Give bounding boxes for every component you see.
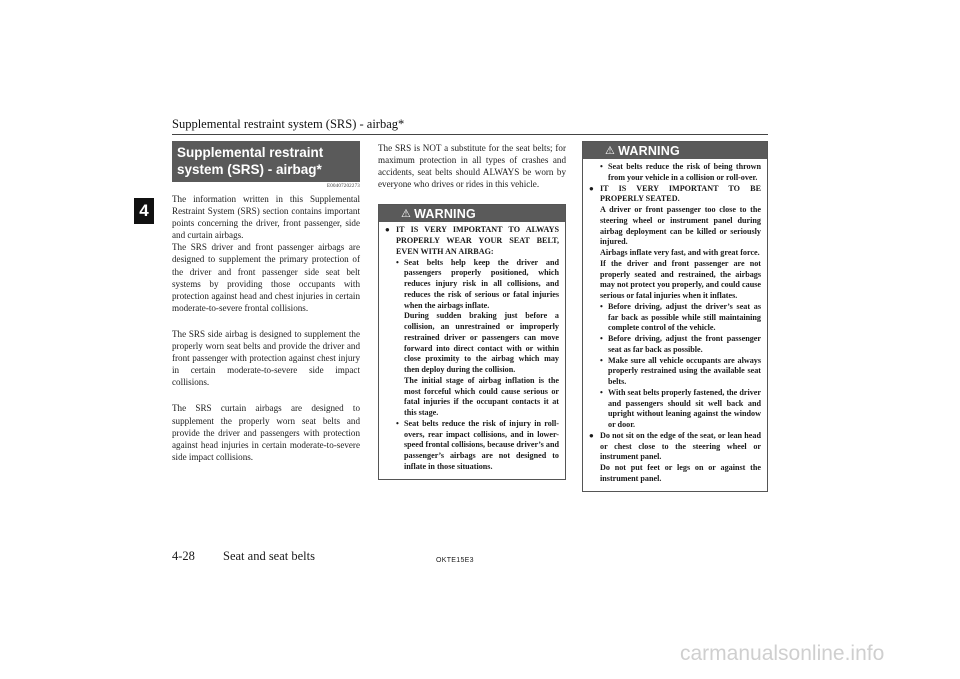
paragraph: The SRS curtain airbags are designed to supplement the properly worn seat belts and provide the driver and passengers with protection against head injuries in certain moderate-to-severe side impact collisions. [172, 403, 360, 462]
paragraph: The information written in this Supplemental Restraint System (SRS) section contains important points concerning the driver, front passenger, side and curtain airbags. [172, 194, 360, 241]
warning-body [583, 159, 767, 491]
warning-sub-item: • Before driving, adjust the driver’s seat as far back as possible while still maintaining complete control of the vehicle. [600, 301, 761, 333]
warning-triangle-icon: ⚠ [401, 208, 412, 221]
paragraph: The SRS driver and front passenger airbags are designed to supplement the primary protection of the driver and front passenger side seat belt systems by providing those occupants with protection against head and chest injuries in certain moderate-to-severe frontal collisions. [172, 242, 360, 313]
bullet-icon: • [600, 162, 603, 171]
page-number: 4-28 [172, 549, 195, 563]
warning-sub-paragraph: The initial stage of airbag inflation is the most forceful which could cause serious or fatal injuries if the occupant contacts it at this stage. [404, 375, 559, 418]
bullet-icon: • [600, 355, 603, 365]
bullet-icon: • [600, 334, 603, 343]
filled-circle-icon: ● [589, 430, 594, 440]
warning-header [583, 142, 767, 159]
warning-sub-item: • Before driving, adjust the front passenger seat as far back as possible. [600, 334, 761, 354]
warning-sub-item: • With seat belts properly fastened, the driver and passengers should sit well back and upright without leaning against the window or door. [600, 387, 761, 429]
warning-sub-paragraph: During sudden braking just before a collision, an unrestrained or improperly restrained driver or passengers can move forward into direct contact with or within close proximity to the airbag which may then deploy during the collision. [404, 311, 559, 375]
bullet-icon: • [396, 418, 399, 428]
filled-circle-icon: ● [385, 225, 390, 235]
column-1 [172, 141, 360, 477]
warning-box [582, 141, 768, 492]
warning-sub-item: • Make sure all vehicle occupants are always properly restrained using the available seat belts. [600, 355, 761, 386]
bullet-icon: • [600, 301, 603, 311]
chapter-tab: 4 [134, 198, 154, 224]
warning-paragraph: If the driver and front passenger are not properly seated and restrained, the airbags may not protect you properly, and could cause serious or fatal injuries when it inflates. [600, 258, 761, 300]
warning-main-item: ● IT IS VERY IMPORTANT TO ALWAYS PROPERLY WEAR YOUR SEAT BELT, EVEN WITH AN AIRBAG: [385, 225, 559, 256]
footer-doc-code: OKTE15E3 [436, 557, 474, 564]
warning-box [378, 204, 566, 479]
paragraph: The SRS side airbag is designed to supplement the properly worn seat belts and provide the driver and front passenger with protection against chest injury in certain moderate-to-severe side impact collisions. [172, 328, 360, 388]
header-rule [172, 134, 768, 135]
section-code: E00407202273 [327, 184, 360, 189]
filled-circle-icon: ● [589, 183, 594, 193]
warning-paragraph: Do not put feet or legs on or against the instrument panel. [600, 463, 761, 483]
warning-sub-item: • Seat belts reduce the risk of being thrown from your vehicle in a collision or roll-over. [600, 162, 761, 182]
column-3 [582, 141, 768, 492]
warning-triangle-icon: ⚠ [605, 145, 616, 157]
warning-main-item: ● Do not sit on the edge of the seat, or lean head or chest close to the steering wheel or instrument panel. [589, 430, 761, 462]
running-header: Supplemental restraint system (SRS) - airbag* [172, 117, 405, 131]
warning-sub-item: • Seat belts help keep the driver and passengers properly positioned, which reduces injury risk in all collisions, and reduces the risk of serious or fatal injuries when the airbags inflate. [396, 257, 559, 310]
section-title [172, 141, 360, 182]
warning-label: WARNING [414, 206, 476, 221]
bullet-icon: • [600, 387, 603, 397]
section-title-line-1: Supplemental restraint [177, 145, 324, 160]
column-2 [378, 141, 566, 480]
section-title-line-2: system (SRS) - airbag* [177, 162, 322, 177]
warning-paragraph: Airbags inflate very fast, and with great force. [600, 248, 760, 257]
watermark: carmanualsonline.info [680, 642, 885, 665]
warning-main-item: ● IT IS VERY IMPORTANT TO BE PROPERLY SEATED. [589, 183, 761, 204]
footer-section-name: Seat and seat belts [223, 549, 315, 563]
warning-sub-item: • Seat belts reduce the risk of injury in roll-overs, rear impact collisions, and in lower-speed frontal collisions, because driver’s and passenger’s airbags are not designed to inflate in those situations. [396, 418, 559, 471]
paragraph: The SRS is NOT a substitute for the seat belts; for maximum protection in all types of crashes and accidents, seat belts should ALWAYS be worn by everyone who drives or rides in this vehicle. [378, 143, 566, 190]
warning-label: WARNING [618, 143, 680, 158]
warning-header [379, 205, 565, 222]
warning-paragraph: A driver or front passenger too close to the steering wheel or instrument panel during airbag deployment can be killed or seriously injured. [600, 205, 761, 247]
bullet-icon: • [396, 257, 399, 267]
warning-body [379, 222, 565, 478]
